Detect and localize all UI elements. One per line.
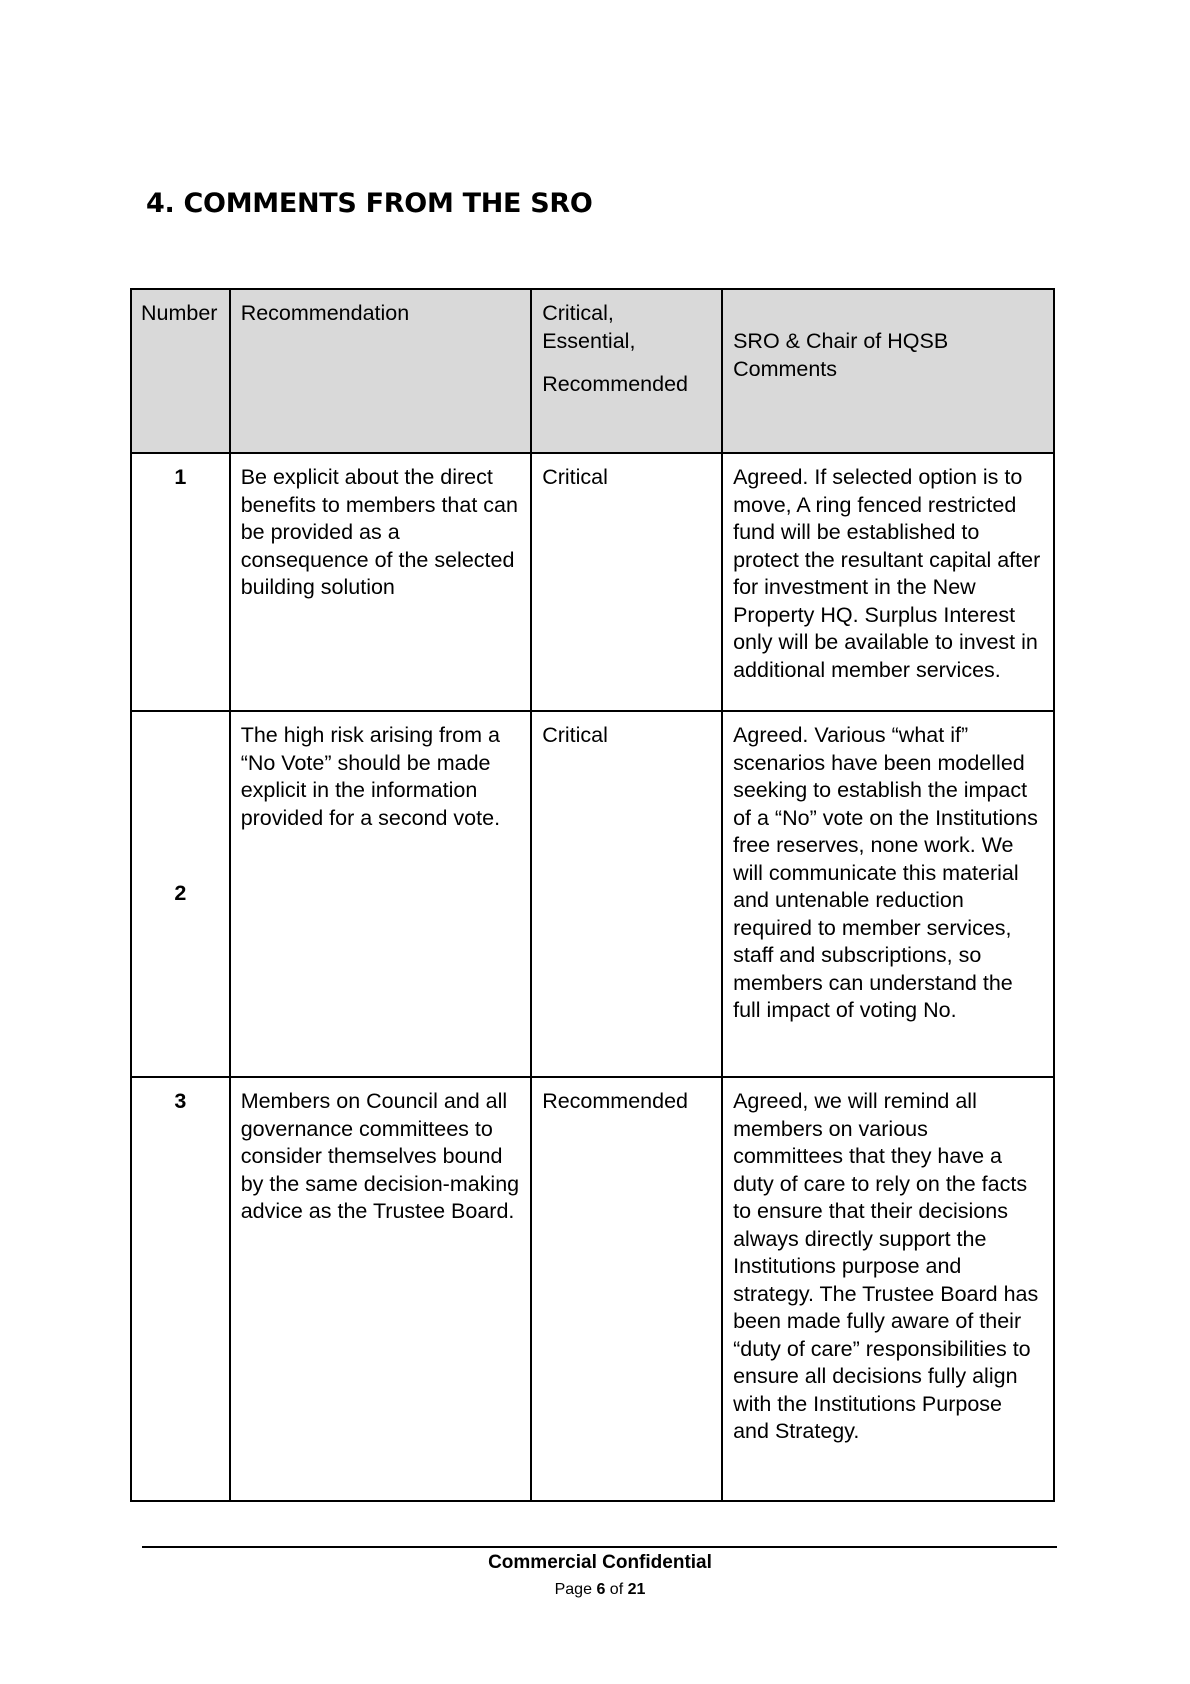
page-number xyxy=(0,1581,1190,1599)
page-total: 21 xyxy=(627,1581,646,1598)
page-word: Page xyxy=(554,1581,592,1598)
row-comment: Agreed. If selected option is to move, A ring fenced restricted fund will be established to protect the resultant capital after for investment in the New Property HQ. Surplus Interest only will be available to invest in additional member services. xyxy=(722,453,1054,711)
row-comment: Agreed. Various “what if” scenarios have been modelled seeking to establish the impact of a “No” vote on the Institutions free reserves, none work. We will communicate this material and untenable reduction required to member services, staff and subscriptions, so members can understand the full impact of voting No. xyxy=(722,711,1054,1077)
table-row xyxy=(131,711,1054,1077)
footer-title: Commercial Confidential xyxy=(488,1552,712,1573)
recommendations-table xyxy=(130,288,1055,1502)
section-heading: 4. COMMENTS FROM THE SRO xyxy=(146,188,593,219)
row-recommendation: The high risk arising from a “No Vote” should be made explicit in the information provided for a second vote. xyxy=(230,711,532,1077)
header-recommendation: Recommendation xyxy=(230,289,532,453)
row-rating: Critical xyxy=(531,453,722,711)
footer-divider xyxy=(142,1546,1057,1548)
row-rating: Critical xyxy=(531,711,722,1077)
header-rating-line2: Essential, xyxy=(542,328,636,353)
row-number: 1 xyxy=(131,453,230,711)
table-header-row xyxy=(131,289,1054,453)
table-row xyxy=(131,453,1054,711)
row-number: 2 xyxy=(131,711,230,1077)
page-current: 6 xyxy=(596,1581,606,1598)
row-rating: Recommended xyxy=(531,1077,722,1501)
header-number: Number xyxy=(131,289,230,453)
header-rating-line1: Critical, xyxy=(542,301,614,325)
row-recommendation: Members on Council and all governance committees to consider themselves bound by the same decision-making advice as the Trustee Board. xyxy=(230,1077,532,1501)
row-comment: Agreed, we will remind all members on various committees that they have a duty of care to rely on the facts to ensure that their decisions always directly support the Institutions purpose and strategy. The Trustee Board has been made fully aware of their “duty of care” responsibilities to ensure all decisions fully align with the Institutions Purpose and Strategy. xyxy=(722,1077,1054,1501)
header-comments: SRO & Chair of HQSB Comments xyxy=(722,289,1054,453)
table-row xyxy=(131,1077,1054,1501)
row-number: 3 xyxy=(131,1077,230,1501)
row-recommendation: Be explicit about the direct benefits to members that can be provided as a consequence of the selected building solution xyxy=(230,453,532,711)
header-rating-line3: Recommended xyxy=(542,372,688,396)
page-of: of xyxy=(609,1581,624,1598)
header-rating xyxy=(531,289,722,453)
